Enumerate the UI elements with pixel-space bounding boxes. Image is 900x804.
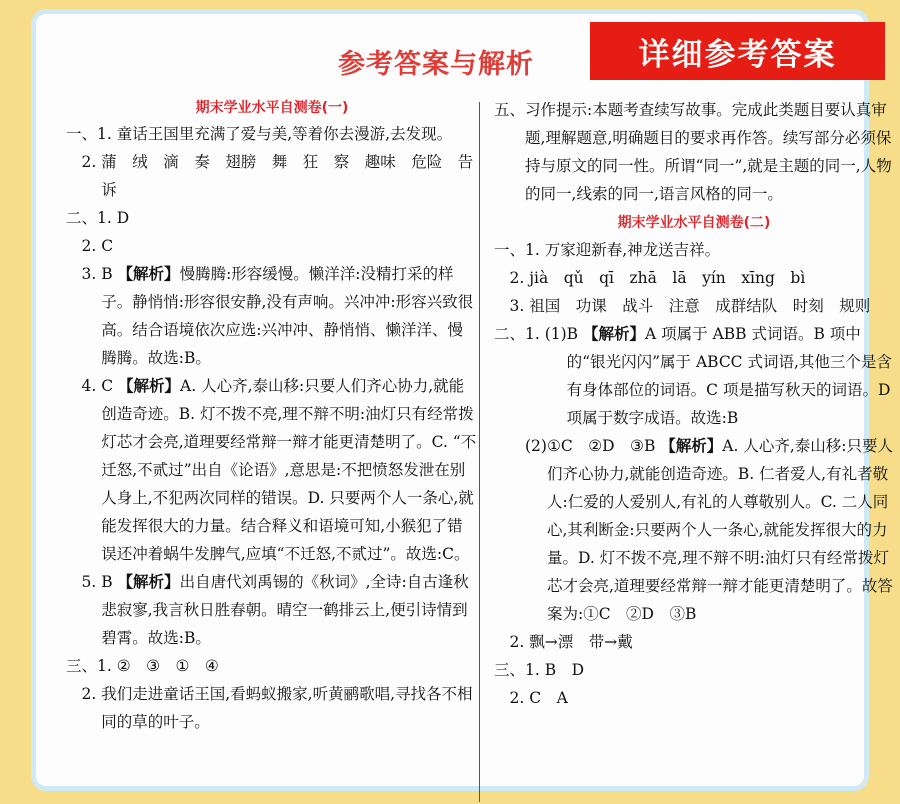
answer-body: 慢腾腾:形容缓慢。懒洋洋:没精打采的样子。静悄悄:形容很安静,没有声响。兴冲冲:形容兴致很高。结合语境依次应选:兴冲冲、静悄悄、懒洋洋、慢腾腾。故选:B。 — [101, 265, 474, 367]
analysis-tag: 【解析】 — [660, 437, 723, 455]
answer-number: 二、1. — [66, 209, 117, 227]
answer-choice: B — [101, 265, 118, 283]
answer-number: 3. — [494, 297, 530, 315]
answer-number: 一、1. — [494, 241, 545, 259]
answer-number: 二、1. (1) — [494, 325, 567, 343]
answer-item — [66, 652, 478, 680]
section-title-exam-1: 期末学业水平自测卷(一) — [195, 100, 349, 116]
answer-body: 祖国 功课 战斗 注意 成群结队 时刻 规则 — [529, 297, 871, 315]
answer-item — [494, 320, 894, 432]
answer-number: 4. — [66, 377, 102, 395]
answer-item — [66, 372, 478, 568]
answer-text — [529, 292, 894, 320]
answer-number: 2. — [66, 153, 102, 171]
answer-body: D — [116, 209, 130, 227]
answer-number: 2. — [66, 237, 102, 255]
answer-text — [101, 680, 478, 736]
page-title: 参考答案与解析 — [338, 49, 534, 80]
answer-item — [66, 148, 478, 204]
answer-text — [101, 568, 478, 652]
answer-text — [101, 148, 478, 204]
answer-body: B D — [544, 661, 585, 679]
answer-number: 3. — [66, 265, 102, 283]
answer-body: A. 人心齐,泰山移:只要人们齐心协力,就能创造奇迹。B. 仁者爱人,有礼者敬人:仁爱的人爱别人,有礼的人尊敬别人。C. 二人同心,其利断金:只要两个人一条心,就能发挥很大的力量。D. 灯不拨不亮,理不辩不明:油灯只有经常拨灯芯才会亮,道理要经常辩一辩才能更清楚明了。故答案为:①C ②D ③B — [546, 437, 893, 623]
answer-number: 2. — [66, 685, 102, 703]
answer-item — [494, 96, 894, 208]
column-divider — [479, 102, 480, 802]
answer-body: C A — [529, 689, 568, 707]
answer-text: 习作提示:本题考查续写故事。完成此类题目要认真审题,理解题意,明确题目的要求再作答。续写部分必须保持与原文的同一性。所谓“同一”,就是主题的同一,人物的同一,线索的同一,语言风格的同一。 — [525, 101, 892, 203]
answer-item — [66, 204, 478, 232]
analysis-tag: 【解析】 — [118, 377, 181, 395]
answer-text — [545, 656, 894, 684]
answer-body: 万家迎新春,神龙送吉祥。 — [544, 241, 721, 259]
answer-item — [494, 292, 894, 320]
answer-text — [567, 320, 894, 432]
answer-body: 出自唐代刘禹锡的《秋词》,全诗:自古逢秋悲寂寥,我言秋日胜春朝。晴空一鹤排云上,便引诗情到碧霄。故选:B。 — [101, 573, 469, 647]
answer-number: 三、1. — [494, 661, 545, 679]
answer-item — [66, 568, 478, 652]
answer-item — [66, 232, 478, 260]
answer-item — [494, 236, 894, 264]
answer-choice: C — [101, 377, 119, 395]
answer-text — [117, 652, 478, 680]
answer-number: 2. — [494, 633, 530, 651]
answer-item — [494, 432, 894, 628]
answer-item — [494, 656, 894, 684]
right-column — [494, 96, 894, 712]
answer-text — [117, 204, 478, 232]
answer-item — [66, 120, 478, 148]
answer-text — [547, 432, 894, 628]
answer-choice: B — [101, 573, 118, 591]
answer-item — [494, 684, 894, 712]
left-answer-list — [66, 120, 478, 736]
answer-text — [101, 372, 478, 568]
analysis-tag: 【解析】 — [583, 325, 646, 343]
answer-body: 我们走进童话王国,看蚂蚁搬家,听黄鹂歌唱,寻找各不相同的草的叶子。 — [101, 685, 473, 731]
analysis-tag: 【解析】 — [117, 573, 180, 591]
answer-body: 童话王国里充满了爱与美,等着你去漫游,去发现。 — [116, 125, 453, 143]
answer-text — [101, 232, 478, 260]
analysis-tag: 【解析】 — [117, 265, 180, 283]
answer-number: 一、1. — [66, 125, 117, 143]
answer-number: 三、1. — [66, 657, 117, 675]
answer-item — [66, 680, 478, 736]
answer-body: jià qǔ qī zhā lā yín xīng bì — [529, 269, 806, 287]
answer-text — [101, 260, 478, 372]
answer-number: 2. — [494, 269, 530, 287]
answer-body: A. 人心齐,泰山移:只要人们齐心协力,就能创造奇迹。B. 灯不拨不亮,理不辩不明:油灯只有经常拨灯芯才会亮,道理要经常辩一辩才能更清楚明了。C. “不迁怒,不贰过”出自《论语》,意思是:不把愤怒发泄在别人身上,不犯两次同样的错误。D. 只要两个人一条心,就能发挥很大的力量。结合释义和语境可知,小猴犯了错误还冲着蜗牛发脾气,应填“不迁怒,不贰过”。故选:C。 — [101, 377, 477, 563]
answer-choice: B — [566, 325, 583, 343]
answer-text — [545, 236, 894, 264]
answer-item — [494, 628, 894, 656]
answer-body: 蒲 绒 滴 奏 翅膀 舞 狂 察 趣味 危险 告诉 — [101, 153, 474, 199]
answer-item — [494, 264, 894, 292]
answer-text — [529, 628, 894, 656]
answer-text — [529, 684, 894, 712]
answer-number: 5. — [66, 573, 102, 591]
answer-item — [66, 260, 478, 372]
answer-choice: ①C ②D ③B — [546, 437, 661, 455]
answer-number: 五、 — [494, 101, 526, 119]
answer-body: A 项属于 ABB 式词语。B 项中的“银光闪闪”属于 ABCC 式词语,其他三个是含有身体部位的词语。C 项是描写秋天的词语。D 项属于数字成语。故选:B — [566, 325, 892, 427]
section-title-exam-2: 期末学业水平自测卷(二) — [617, 215, 771, 231]
answer-number: 2. — [494, 689, 530, 707]
right-answer-list — [494, 236, 894, 712]
answer-sheet-page — [36, 14, 893, 786]
detailed-answer-banner: 详细参考答案 — [590, 22, 885, 80]
answer-number: (2) — [494, 437, 547, 455]
answer-body: 飘→漂 带→戴 — [529, 633, 633, 651]
answer-body: ② ③ ① ④ — [116, 657, 219, 675]
answer-body: C — [101, 237, 114, 255]
answer-text — [117, 120, 478, 148]
left-column — [66, 96, 478, 736]
answer-text — [529, 264, 894, 292]
